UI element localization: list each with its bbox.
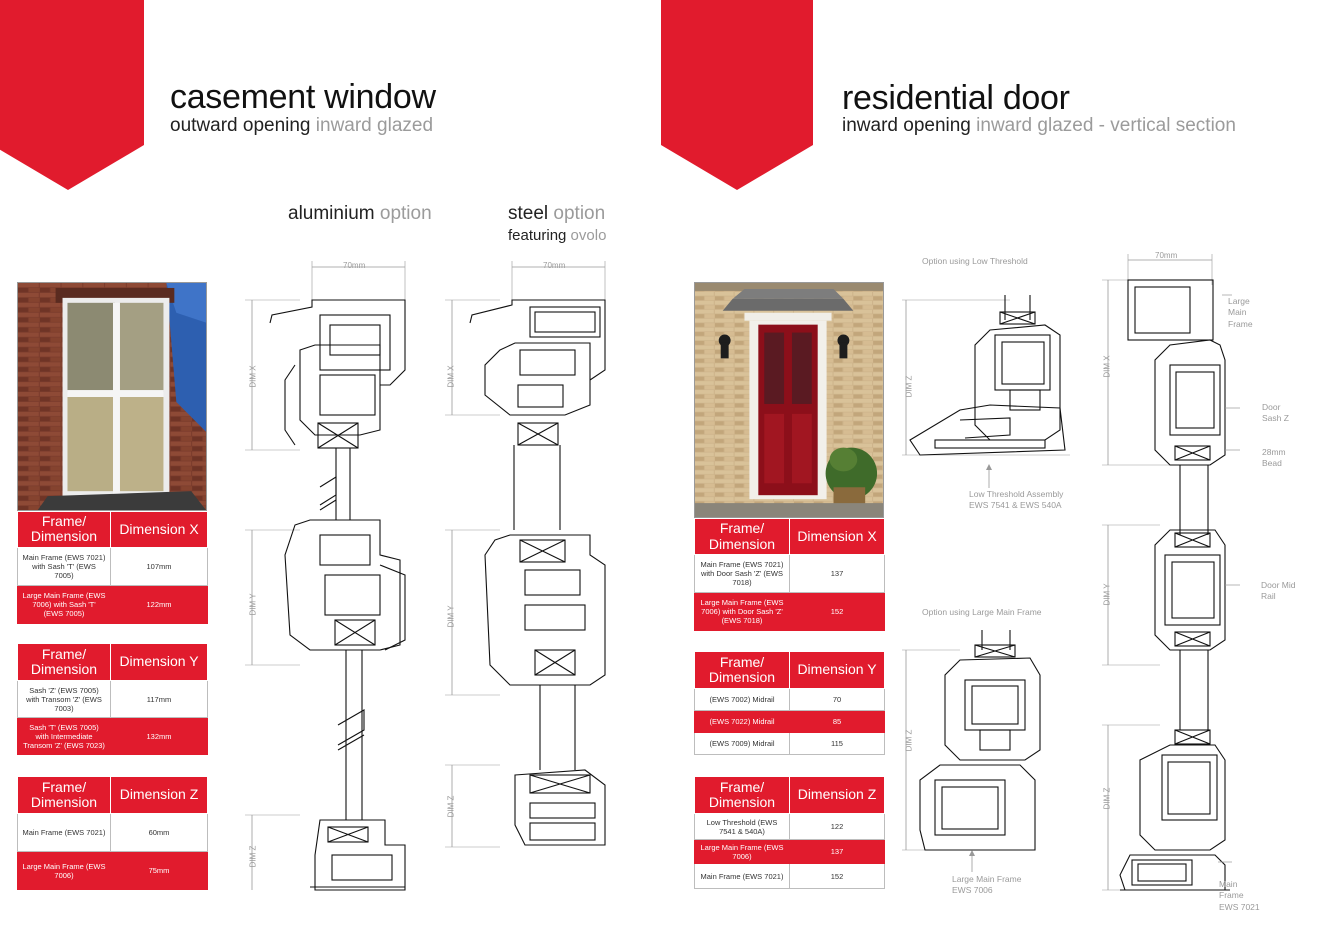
low-threshold-assembly-name: Low Threshold Assembly — [969, 489, 1064, 499]
left-page-subtitle — [170, 116, 433, 135]
left-z-head-frame: Frame/ Dimension — [18, 777, 111, 814]
right-y-row1-label: (EWS 7002) Midrail — [695, 689, 790, 711]
right-dimension-y-table — [694, 651, 885, 755]
main-frame-code: EWS 7021 — [1219, 901, 1260, 912]
right-subtitle-light: inward glazed - vertical section — [976, 115, 1236, 136]
left-x-row1-label: Main Frame (EWS 7021) with Sash 'T' (EWS 7005) — [18, 547, 111, 585]
left-subtitle-dark: outward opening — [170, 115, 311, 136]
main-frame-label — [1219, 879, 1260, 913]
main-frame-name: Main Frame — [1219, 879, 1244, 901]
steel-width-dim: 70mm — [543, 261, 566, 270]
steel-dim-z: DIM Z — [446, 795, 456, 818]
steel-dim-y: DIM Y — [446, 605, 456, 628]
right-z-head-frame: Frame/ Dimension — [695, 777, 790, 814]
left-x-head-frame: Frame/ Dimension — [18, 512, 111, 548]
right-z-row2-value: 137 — [790, 840, 885, 864]
large-main-frame-bottom-label — [952, 874, 1021, 897]
aluminium-dim-y: DIM Y — [248, 593, 258, 616]
steel-option-word: option — [553, 203, 606, 224]
casement-window-photo — [17, 282, 207, 511]
left-z-head-dim: Dimension Z — [111, 777, 208, 814]
right-page-subtitle — [842, 116, 1236, 135]
aluminium-width-dim: 70mm — [343, 261, 366, 270]
right-y-row1-value: 70 — [790, 689, 885, 711]
left-subtitle-light: inward glazed — [315, 115, 434, 136]
right-z-row1-label: Low Threshold (EWS 7541 & 540A) — [695, 814, 790, 840]
aluminium-dim-x: DIM X — [248, 365, 258, 388]
left-page-title: casement window — [170, 78, 436, 116]
right-y-head-frame: Frame/ Dimension — [695, 652, 790, 689]
right-dimension-z-table — [694, 776, 885, 889]
left-x-row1-value: 107mm — [111, 547, 208, 585]
right-x-row2-label: Large Main Frame (EWS 7006) with Door Sash 'Z' (EWS 7018) — [695, 593, 790, 631]
aluminium-option-label — [288, 204, 432, 223]
residential-door-photo — [694, 282, 884, 518]
left-y-row1-value: 117mm — [111, 681, 208, 718]
right-z-row2-label: Large Main Frame (EWS 7006) — [695, 840, 790, 864]
large-main-frame-label: Large Main Frame — [1228, 296, 1253, 329]
left-y-row2-label: Sash 'T' (EWS 7005) with Intermediate Transom 'Z' (EWS 7023) — [18, 718, 111, 755]
right-x-head-dim: Dimension X — [790, 519, 885, 555]
steel-option-sub — [508, 228, 606, 243]
steel-word: steel — [508, 203, 549, 224]
ovolo-word: ovolo — [570, 227, 607, 244]
right-x-row1-label: Main Frame (EWS 7021) with Door Sash 'Z' (EWS 7018) — [695, 555, 790, 593]
left-x-row2-label: Large Main Frame (EWS 7006) with Sash 'T' (EWS 7005) — [18, 585, 111, 623]
left-y-row1-label: Sash 'Z' (EWS 7005) with Transom 'Z' (EWS 7003) — [18, 681, 111, 718]
bead-label: 28mm Bead — [1262, 447, 1286, 469]
left-z-row1-value: 60mm — [111, 814, 208, 852]
right-y-row2-value: 85 — [790, 711, 885, 733]
steel-option-label — [508, 204, 605, 223]
right-x-row1-value: 137 — [790, 555, 885, 593]
low-threshold-assembly-code: EWS 7541 & EWS 540A — [969, 500, 1062, 511]
left-y-head-dim: Dimension Y — [111, 644, 208, 681]
right-x-row2-value: 152 — [790, 593, 885, 631]
right-y-row3-label: (EWS 7009) Midrail — [695, 733, 790, 755]
right-z-row3-value: 152 — [790, 864, 885, 889]
steel-dim-x: DIM X — [446, 365, 456, 388]
left-y-row2-value: 132mm — [111, 718, 208, 755]
aluminium-option-word: option — [379, 203, 432, 224]
left-red-banner — [0, 0, 144, 190]
low-threshold-drawing — [900, 290, 1075, 465]
left-x-head-dim: Dimension X — [111, 512, 208, 548]
door-mid-rail-label: Door Mid Rail — [1261, 580, 1296, 602]
right-z-row1-value: 122 — [790, 814, 885, 840]
door-dim-y: DIM Y — [1102, 583, 1112, 606]
steel-section-drawing — [440, 255, 620, 855]
aluminium-dim-z: DIM Z — [248, 845, 258, 868]
right-subtitle-dark: inward opening — [842, 115, 971, 136]
door-width-dim: 70mm — [1155, 251, 1178, 260]
left-z-row1-label: Main Frame (EWS 7021) — [18, 814, 111, 852]
aluminium-section-drawing — [240, 255, 420, 895]
right-y-row3-value: 115 — [790, 733, 885, 755]
low-threshold-assembly-label — [969, 489, 1063, 512]
large-frame-arrow — [969, 850, 975, 872]
left-dimension-y-table — [17, 643, 208, 755]
left-dimension-z-table — [17, 776, 208, 890]
large-main-frame-drawing — [900, 630, 1050, 855]
low-threshold-arrow — [986, 464, 992, 488]
left-dimension-x-table — [17, 511, 208, 624]
right-page-title: residential door — [842, 79, 1070, 117]
left-z-row2-value: 75mm — [111, 852, 208, 890]
right-dimension-x-table — [694, 518, 885, 631]
door-dim-z: DIM Z — [1102, 787, 1112, 810]
large-frame-dim-z: DIM Z — [904, 729, 914, 752]
right-y-head-dim: Dimension Y — [790, 652, 885, 689]
left-y-head-frame: Frame/ Dimension — [18, 644, 111, 681]
right-y-row2-label: (EWS 7022) Midrail — [695, 711, 790, 733]
left-x-row2-value: 122mm — [111, 585, 208, 623]
low-threshold-dim-z: DIM Z — [904, 375, 914, 398]
large-frame-option-label: Option using Large Main Frame — [922, 607, 1042, 617]
low-threshold-option-label: Option using Low Threshold — [922, 256, 1028, 266]
door-vertical-section-drawing — [1100, 250, 1240, 895]
featuring-word: featuring — [508, 227, 567, 244]
door-dim-x: DIM X — [1102, 355, 1112, 378]
aluminium-word: aluminium — [288, 203, 375, 224]
right-z-head-dim: Dimension Z — [790, 777, 885, 814]
door-sash-z-label: Door Sash Z — [1262, 402, 1289, 424]
large-main-frame-bottom-name: Large Main Frame — [952, 874, 1022, 884]
right-x-head-frame: Frame/ Dimension — [695, 519, 790, 555]
right-red-banner — [661, 0, 813, 190]
left-z-row2-label: Large Main Frame (EWS 7006) — [18, 852, 111, 890]
right-z-row3-label: Main Frame (EWS 7021) — [695, 864, 790, 889]
large-main-frame-bottom-code: EWS 7006 — [952, 885, 993, 896]
